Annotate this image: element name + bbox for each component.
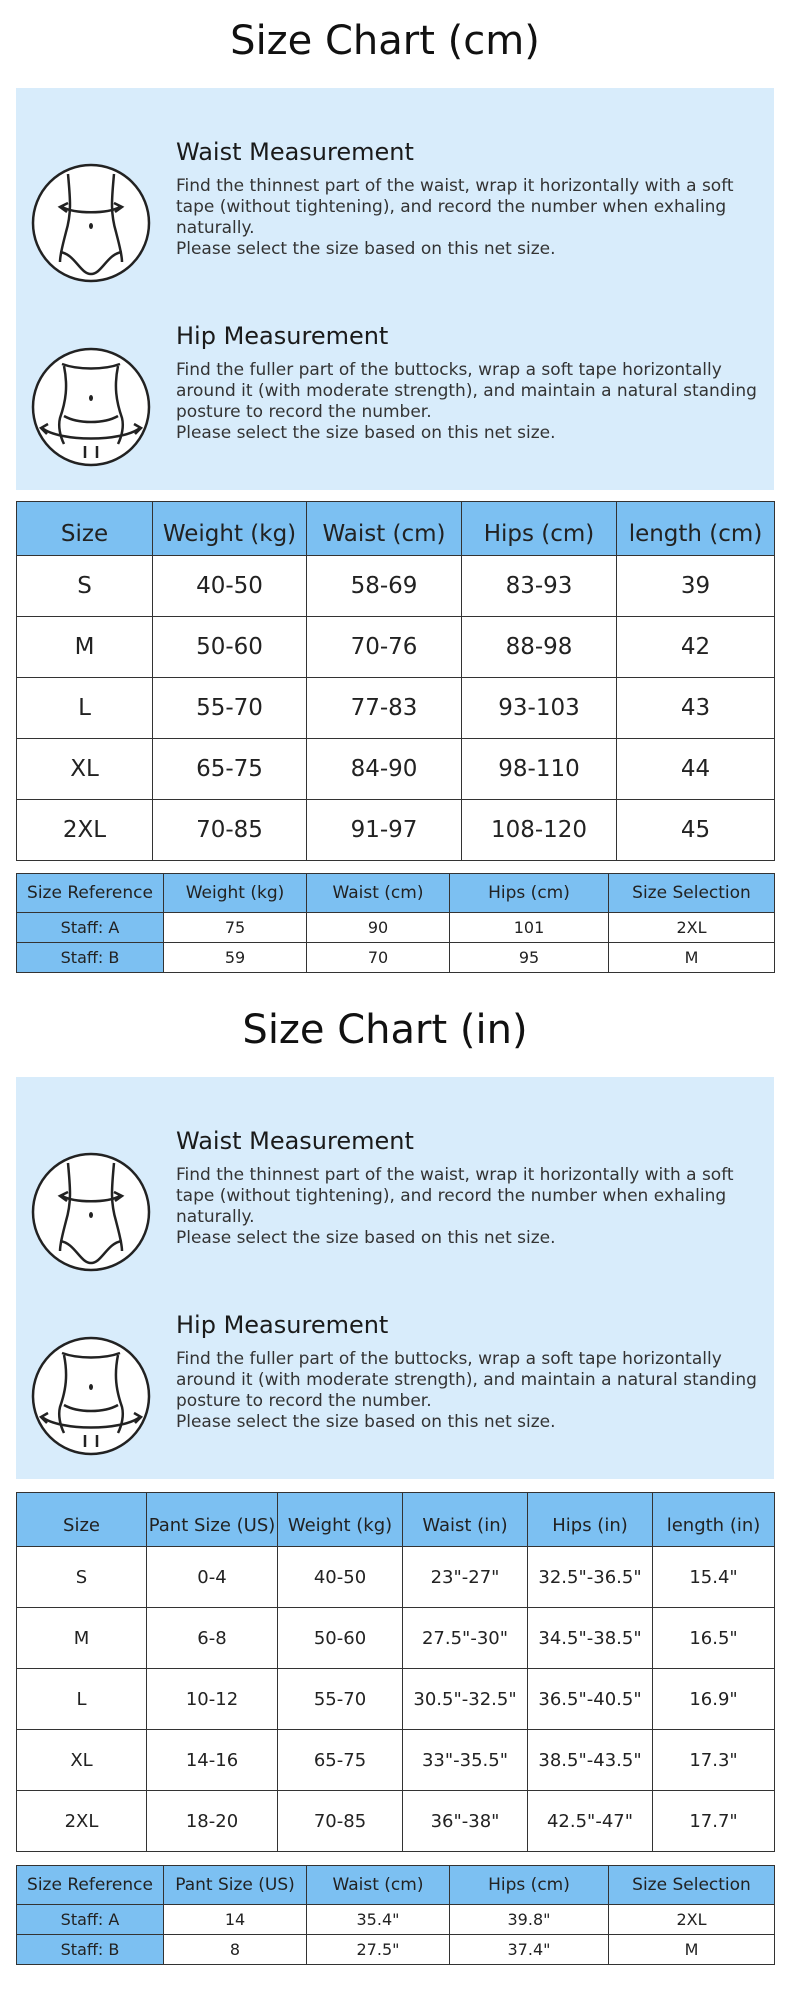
size-table-cm [16,501,775,861]
header-cell: Weight (kg) [278,1493,403,1547]
table-cell: 30.5"-32.5" [403,1669,528,1730]
table-cell: 43 [617,678,775,739]
table-cell: 45 [617,800,775,861]
table-cell: 23"-27" [403,1547,528,1608]
table-cell: 101 [450,913,609,943]
table-cell: 88-98 [462,617,617,678]
table-row [17,556,775,617]
header-cell: Waist (in) [403,1493,528,1547]
header-cell: Size [17,502,153,556]
row-label: Staff: A [17,913,164,943]
header-cell: Hips (cm) [450,1866,609,1905]
table-row [17,678,775,739]
table-row [17,943,775,973]
table-header-row [17,502,775,556]
table-row [17,800,775,861]
table-cell: M [609,943,775,973]
table-cell: 36"-38" [403,1791,528,1852]
table-cell: 44 [617,739,775,800]
table-cell: 40-50 [153,556,307,617]
row-label: Staff: B [17,943,164,973]
table-cell: 6-8 [147,1608,278,1669]
table-cell: 27.5"-30" [403,1608,528,1669]
table-cell: 36.5"-40.5" [528,1669,653,1730]
table-cell: 70 [307,943,450,973]
table-row [17,1669,775,1730]
table-cell: 77-83 [307,678,462,739]
table-cell: 16.9" [653,1669,775,1730]
table-cell: 50-60 [278,1608,403,1669]
table-cell: 35.4" [307,1905,450,1935]
header-cell: Hips (in) [528,1493,653,1547]
table-cell: 65-75 [278,1730,403,1791]
table-cell: 34.5"-38.5" [528,1608,653,1669]
table-cell: 18-20 [147,1791,278,1852]
table-cell: 40-50 [278,1547,403,1608]
table-cell: 33"-35.5" [403,1730,528,1791]
row-label: Staff: A [17,1905,164,1935]
measurement-panel-cm [16,88,774,490]
table-cell: 38.5"-43.5" [528,1730,653,1791]
table-cell: 17.3" [653,1730,775,1791]
table-row [17,1791,775,1852]
table-row [17,1608,775,1669]
table-cell: S [17,556,153,617]
table-row [17,1935,775,1965]
waist-measure-icon [30,1151,152,1273]
hip-heading: Hip Measurement [176,1311,389,1339]
header-cell: Hips (cm) [462,502,617,556]
waist-note: Please select the size based on this net size. [176,239,556,259]
header-cell: Size Selection [609,1866,775,1905]
table-cell: 70-85 [153,800,307,861]
hip-measurement-in [16,1305,774,1465]
hip-note: Please select the size based on this net size. [176,423,556,443]
size-table-in [16,1492,775,1852]
header-cell: Hips (cm) [450,874,609,913]
table-cell: XL [17,739,153,800]
table-cell: 83-93 [462,556,617,617]
page-title-in: Size Chart (in) [242,1007,528,1053]
table-cell: 0-4 [147,1547,278,1608]
table-cell: 98-110 [462,739,617,800]
hip-description: Find the fuller part of the buttocks, wrap a soft tape horizontally around it (with moderate strength), and maintain a natural standing posture to record the number. [176,360,757,422]
table-cell: 42.5"-47" [528,1791,653,1852]
table-cell: 14 [164,1905,307,1935]
measurement-panel-in [16,1077,774,1479]
table-cell: XL [17,1730,147,1791]
table-cell: 17.7" [653,1791,775,1852]
header-cell: Waist (cm) [307,502,462,556]
waist-heading: Waist Measurement [176,138,414,166]
table-row [17,1730,775,1791]
hip-measurement-cm [16,316,774,476]
waist-measure-icon [30,162,152,284]
table-cell: 2XL [609,1905,775,1935]
header-cell: Pant Size (US) [164,1866,307,1905]
header-cell: Waist (cm) [307,1866,450,1905]
table-cell: 42 [617,617,775,678]
table-cell: S [17,1547,147,1608]
header-cell: length (cm) [617,502,775,556]
table-cell: 8 [164,1935,307,1965]
table-cell: M [17,1608,147,1669]
table-header-row [17,1493,775,1547]
table-cell: 84-90 [307,739,462,800]
table-cell: 108-120 [462,800,617,861]
table-cell: 65-75 [153,739,307,800]
table-row [17,617,775,678]
table-cell: 32.5"-36.5" [528,1547,653,1608]
table-cell: 75 [164,913,307,943]
header-cell: Waist (cm) [307,874,450,913]
reference-table-in [16,1865,775,1965]
header-cell: Weight (kg) [164,874,307,913]
hip-heading: Hip Measurement [176,322,389,350]
waist-measurement-cm [16,132,774,292]
hip-measure-icon [30,1335,152,1457]
table-row [17,1547,775,1608]
table-row [17,739,775,800]
waist-heading: Waist Measurement [176,1127,414,1155]
table-cell: 39.8" [450,1905,609,1935]
table-cell: 59 [164,943,307,973]
table-cell: 70-85 [278,1791,403,1852]
table-cell: 2XL [609,913,775,943]
header-cell: length (in) [653,1493,775,1547]
waist-description: Find the thinnest part of the waist, wrap it horizontally with a soft tape (without tightening), and record the number when exhaling naturally. [176,176,734,238]
waist-note: Please select the size based on this net size. [176,1228,556,1248]
header-cell: Weight (kg) [153,502,307,556]
table-row [17,1905,775,1935]
table-cell: 37.4" [450,1935,609,1965]
table-cell: 70-76 [307,617,462,678]
hip-description: Find the fuller part of the buttocks, wrap a soft tape horizontally around it (with moderate strength), and maintain a natural standing posture to record the number. [176,1349,757,1411]
header-cell: Size Reference [17,874,164,913]
table-cell: 90 [307,913,450,943]
header-cell: Size [17,1493,147,1547]
table-cell: 2XL [17,1791,147,1852]
table-cell: 50-60 [153,617,307,678]
table-cell: 2XL [17,800,153,861]
page-title-cm: Size Chart (cm) [230,18,540,64]
table-cell: 55-70 [153,678,307,739]
table-cell: 93-103 [462,678,617,739]
table-row [17,913,775,943]
hip-note: Please select the size based on this net size. [176,1412,556,1432]
table-cell: L [17,1669,147,1730]
table-cell: 15.4" [653,1547,775,1608]
row-label: Staff: B [17,1935,164,1965]
waist-measurement-in [16,1121,774,1281]
reference-table-cm [16,873,775,973]
table-cell: 14-16 [147,1730,278,1791]
table-cell: 55-70 [278,1669,403,1730]
table-cell: 10-12 [147,1669,278,1730]
header-cell: Size Reference [17,1866,164,1905]
table-cell: L [17,678,153,739]
hip-measure-icon [30,346,152,468]
header-cell: Pant Size (US) [147,1493,278,1547]
waist-description: Find the thinnest part of the waist, wrap it horizontally with a soft tape (without tightening), and record the number when exhaling naturally. [176,1165,734,1227]
table-cell: 16.5" [653,1608,775,1669]
table-cell: M [17,617,153,678]
table-cell: 58-69 [307,556,462,617]
table-cell: 95 [450,943,609,973]
table-cell: 91-97 [307,800,462,861]
table-header-row [17,1866,775,1905]
header-cell: Size Selection [609,874,775,913]
table-cell: 39 [617,556,775,617]
table-cell: M [609,1935,775,1965]
table-header-row [17,874,775,913]
table-cell: 27.5" [307,1935,450,1965]
